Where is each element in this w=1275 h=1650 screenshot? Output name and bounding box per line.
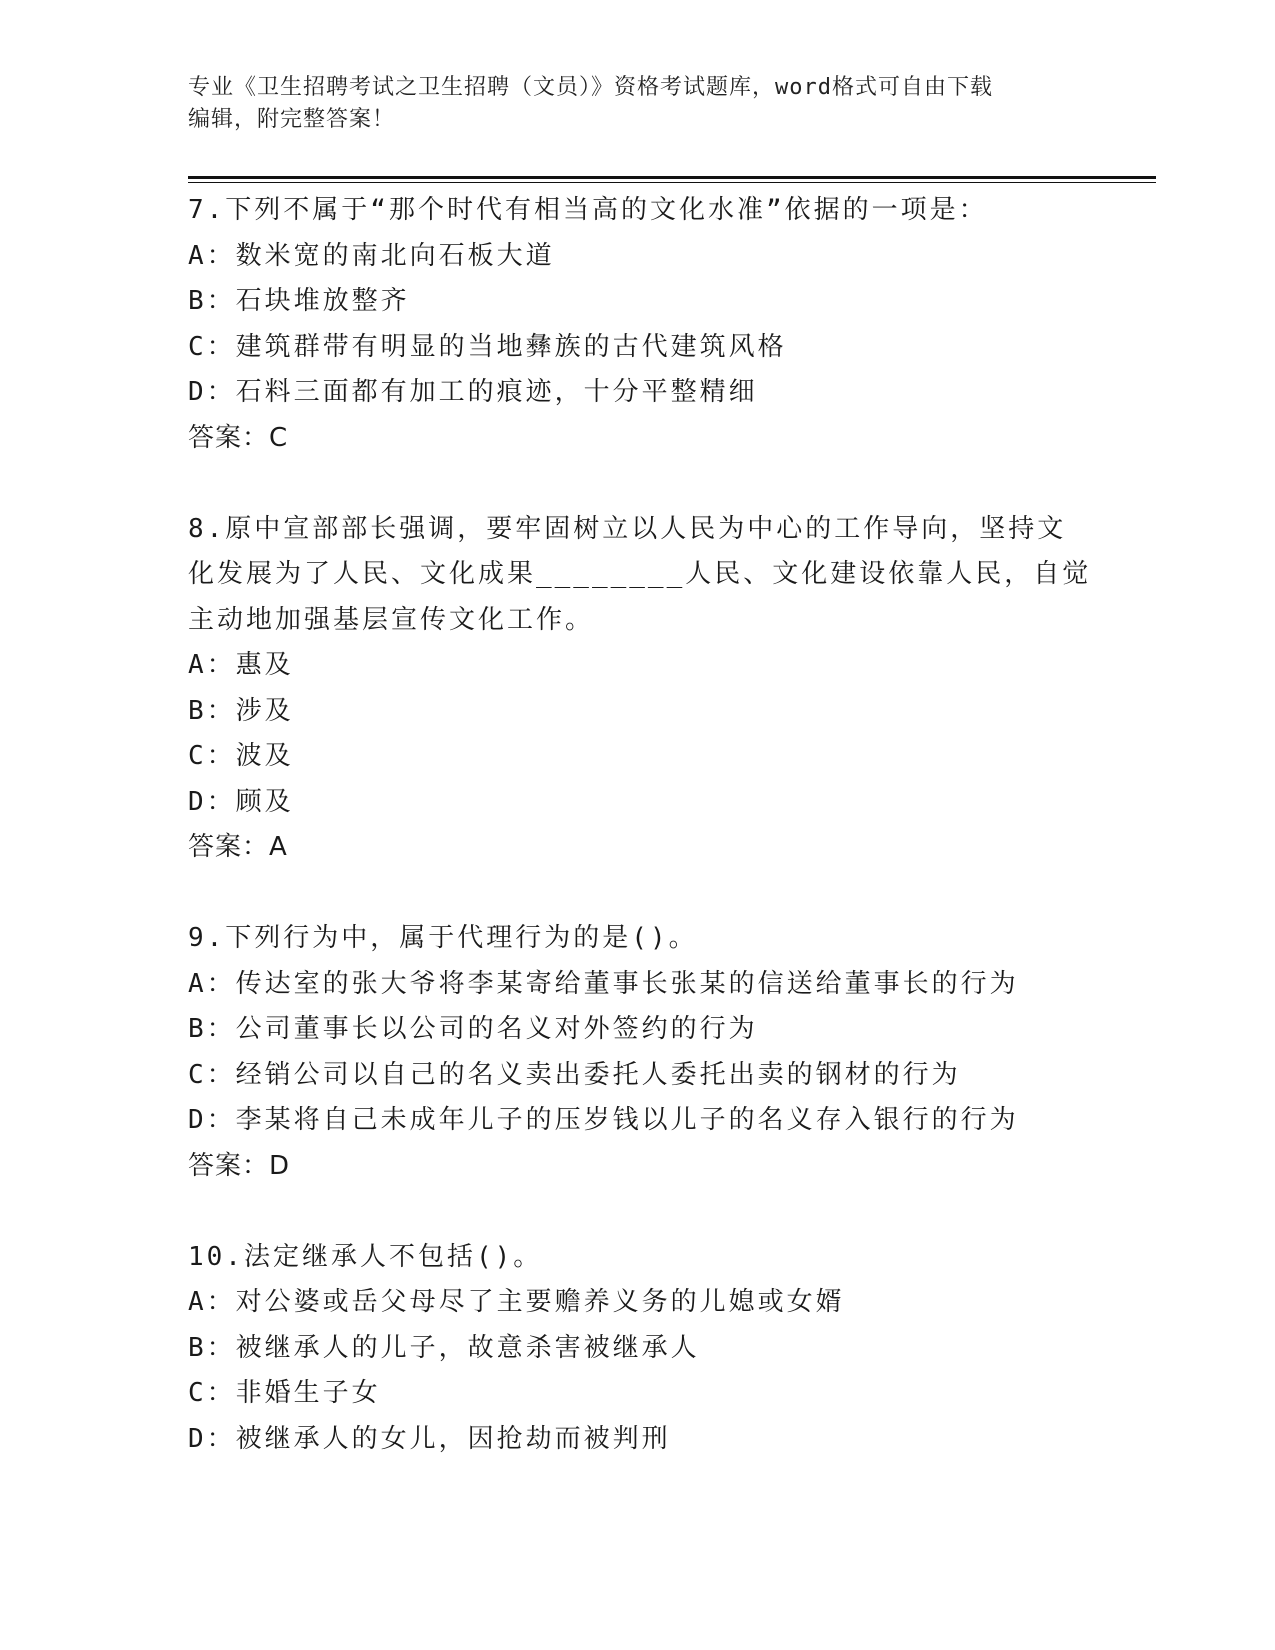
spacer [188,461,1088,507]
document-header [188,72,1088,136]
option-a: A：传达室的张大爷将李某寄给董事长张某的信送给董事长的行为 [188,968,1019,999]
option-c: C：非婚生子女 [188,1378,381,1408]
option-a: A：数米宽的南北向石板大道 [188,240,555,271]
spacer [188,1189,1088,1235]
option-d: D：李某将自己未成年儿子的压岁钱以儿子的名义存入银行的行为 [188,1105,1019,1135]
answer-key: 答案：D [188,1150,291,1181]
question-7 [188,188,1088,461]
answer-key: 答案：A [188,832,288,862]
question-stem: 9.下列行为中，属于代理行为的是()。 [188,923,698,953]
option-b: B：涉及 [188,695,294,726]
question-stem-continued: 主动地加强基层宣传文化工作。 [188,604,595,635]
option-d: D：被继承人的女儿，因抢劫而被判刑 [188,1423,671,1454]
header-line-1: 专业《卫生招聘考试之卫生招聘（文员）》资格考试题库，word格式可自由下载 [188,75,993,100]
option-b: B：被继承人的儿子，故意杀害被继承人 [188,1332,700,1363]
option-a: A：对公婆或岳父母尽了主要赡养义务的儿媳或女婿 [188,1287,845,1317]
option-b: B：公司董事长以公司的名义对外签约的行为 [188,1014,758,1044]
question-stem: 7.下列不属于“那个时代有相当高的文化水准”依据的一项是： [188,195,988,225]
answer-key: 答案：C [188,422,289,453]
option-d: D：石料三面都有加工的痕迹，十分平整精细 [188,377,758,407]
option-c: C：建筑群带有明显的当地彝族的古代建筑风格 [188,331,787,362]
option-b: B：石块堆放整齐 [188,286,410,316]
header-divider-thin [188,182,1156,183]
question-8 [188,507,1092,871]
option-c: C：波及 [188,741,294,771]
question-10 [188,1235,1088,1463]
question-stem-continued: 化发展为了人民、文化成果________人民、文化建设依靠人民，自觉 [188,559,1092,589]
question-stem: 10.法定继承人不包括()。 [188,1241,543,1272]
header-divider-thick [188,176,1156,179]
question-9 [188,916,1088,1189]
spacer [188,871,1088,917]
question-list [188,188,1092,1462]
option-c: C：经销公司以自己的名义卖出委托人委托出卖的钢材的行为 [188,1059,961,1090]
option-d: D：顾及 [188,786,294,817]
option-a: A：惠及 [188,650,294,680]
header-line-2: 编辑，附完整答案！ [188,107,396,132]
question-stem: 8.原中宣部部长强调，要牢固树立以人民为中心的工作导向，坚持文 [188,513,1067,544]
